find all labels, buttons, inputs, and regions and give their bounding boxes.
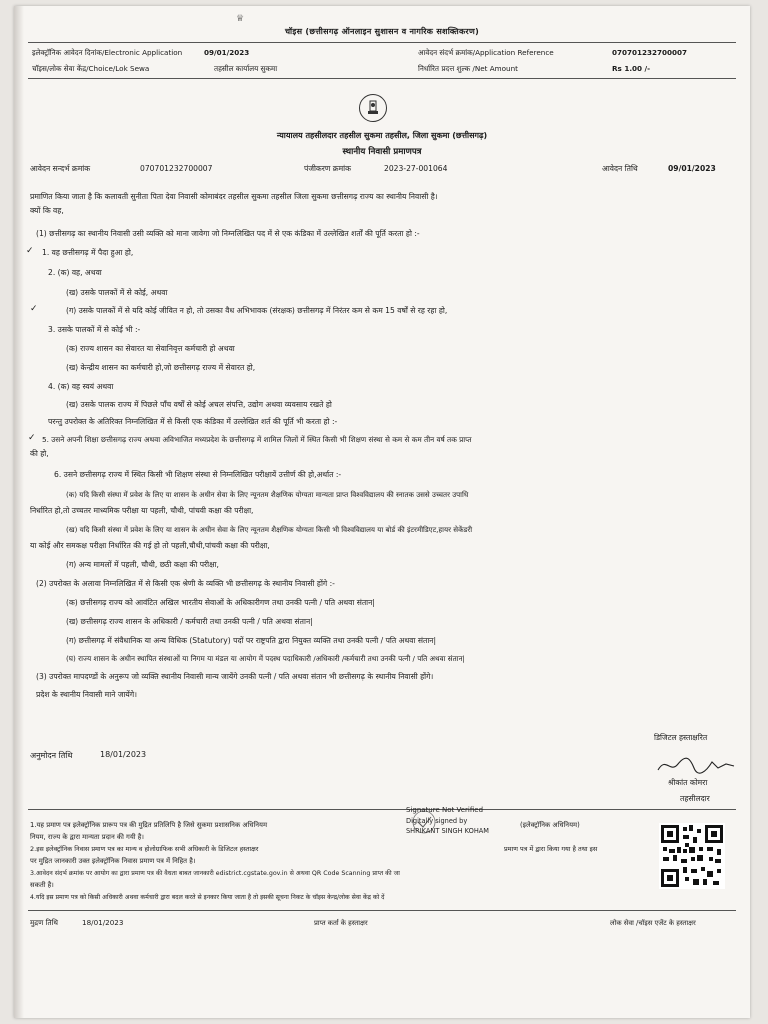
clause-2: (2) उपरोक्त के अलावा निम्नलिखित में से किसी एक श्रेणी के व्यक्ति भी छत्तीसगढ़ के स्थानीय निवासी होंगे :- <box>36 579 335 588</box>
clause-1-4b: परन्तु उपरोक्त के अतिरिक्त निम्नलिखित में से किसी एक कंडिका में उल्लेखित शर्त की पूर्ति भी करता हो :- <box>48 417 338 426</box>
clause-4: प्रदेश के स्थानीय निवासी माने जायेंगे। <box>36 690 137 699</box>
certificate-sheet <box>14 6 750 1018</box>
footer-divider <box>28 809 736 810</box>
clause-1-3a: (क) राज्य शासन का सेवारत या सेवानिवृत्त कर्मचारी हो अथवा <box>66 344 235 353</box>
clause-1-6: 6. उसने छत्तीसगढ़ राज्य में स्थित किसी भी शिक्षण संस्था से निम्नलिखित परीक्षायें उत्तीर्ण की हो,अर्थात :- <box>54 470 342 479</box>
note-1-cont: नियम, राज्य के द्वारा मान्यता प्रदान की गयी है। <box>30 833 144 841</box>
clause-1-5-cont: की हो, <box>30 449 49 458</box>
stamp-line-1: Signature Not Verified <box>406 806 484 814</box>
tick-mark-icon: ✓ <box>28 433 36 443</box>
amount-label: निर्धारित प्रदत्त शुल्क /Net Amount <box>418 64 518 73</box>
clause-1-6a-cont: निर्धारित हो,तो उच्चतर माध्यमिक परीक्षा या पहली, चौथी, पांचवी कक्षा की परीक्षा, <box>30 506 254 515</box>
date-label: आवेदन तिथि <box>602 164 638 173</box>
clause-1-6a: (क) यदि किसी संस्था में प्रवेश के लिए या शासन के अधीन सेवा के लिए न्यूनतम शैक्षणिक योग्यता मान्यता प्राप्त विश्वविद्यालय की स्नातक उससे उच्चतर उपाधि <box>66 490 469 499</box>
note-3: 3.आवेदन संदर्भ क्रमांक पर आयोग का द्वारा प्रमाण पत्र की वैधता बाबत जानकारी edistrict.cgstate.gov.in से अथवा QR Code Scanning प्राप्त की जा <box>30 870 400 877</box>
amount-value: Rs 1.00 /- <box>612 64 651 73</box>
print-date-label: मुद्रण तिथि <box>30 918 59 927</box>
clause-1-2a: (ख) उसके पालकों में से कोई, अथवा <box>66 288 168 297</box>
footer-divider-2 <box>28 910 736 911</box>
reg-label: पंजीकरण क्रमांक <box>304 164 351 173</box>
clause-1-4: 4. (क) वह स्वयं अथवा <box>48 382 114 391</box>
center-label: चॉइस/लोक सेवा केंद्र/Choice/Lok Sewa <box>32 64 150 73</box>
portal-title: चॉइस (छत्तीसगढ़ ऑनलाइन सुशासन व नागरिक सशक्तिकरण) <box>284 27 480 36</box>
center-value: तहसील कार्यालय सुकमा <box>214 64 278 73</box>
app-date-value: 09/01/2023 <box>204 48 250 57</box>
clause-1-3b: (ख) केन्द्रीय शासन का कर्मचारी हो,जो छत्तीसगढ़ राज्य में सेवारत हो, <box>66 363 256 372</box>
clause-2b: (ख) छत्तीसगढ़ राज्य शासन के अधिकारी / कर्मचारी तथा उनकी पत्नी / पति अथवा संतान| <box>66 617 313 626</box>
clause-2d: (घ) राज्य शासन के अधीन स्थापित संस्थाओं या निगम या मंडल या आयोग में पदस्थ पदाधिकारी /अधिकारी /कर्मचारी तथा उनकी पत्नी / पति अथवा संतान| <box>66 654 465 663</box>
header-divider-2 <box>28 78 736 79</box>
clause-1-6b-cont: या कोई और समकक्ष परीक्षा निर्धारित की गई हो तो पहली,चौथी,पांचवी कक्षा की परीक्षा, <box>30 541 270 550</box>
app-date-label: इलेक्ट्रॉनिक आवेदन दिनांक/Electronic Application <box>32 48 183 57</box>
clause-1-2: 2. (क) वह, अथवा <box>48 268 102 277</box>
officer-title: तहसीलदार <box>680 794 710 803</box>
officer-name: श्रीकांत कोमरा <box>668 778 708 787</box>
clause-1: (1) छत्तीसगढ़ का स्थानीय निवासी उसी व्यक्ति को माना जावेगा जो निम्नलिखित पद में से एक कंडिका में उल्लेखित शर्तों की पूर्ति करता हो :- <box>36 229 420 238</box>
paper-edge <box>14 6 24 1018</box>
stamp-line-2: Digitally signed by <box>406 817 468 825</box>
state-emblem-icon <box>359 94 387 122</box>
office-name: न्यायालय तहसीलदार तहसील सुकमा तहसील, जिला सुकमा (छत्तीसगढ़) <box>276 131 488 140</box>
signature-scribble <box>656 754 736 776</box>
note-2: 2.इस इलेक्ट्रॉनिक निवास प्रमाण पत्र का मान्य व होलोग्राफिक सभी अधिकारी के डिजिटल हस्ताक्षर <box>30 845 259 853</box>
intro-line-2: क्यों कि वह, <box>30 206 64 215</box>
approval-date-label: अनुमोदन तिथि <box>30 751 73 760</box>
clause-1-6c: (ग) अन्य मामलों में पहली, चौथी, छठी कक्षा की परीक्षा, <box>66 560 219 569</box>
qr-code[interactable] <box>659 823 725 889</box>
top-mark-icon: ♕ <box>236 14 245 24</box>
digital-sign-label: डिजिटल हस्ताक्षरित <box>654 733 708 742</box>
note-2-cont: पर मुद्रित जानकारी उक्त इलेक्ट्रॉनिक निवास प्रमाण पत्र में निहित है। <box>30 857 196 865</box>
note-1-tail: (इलेक्ट्रॉनिक अधिनियम) <box>520 821 580 829</box>
clause-1-5: 5. उसने अपनी शिक्षा छत्तीसगढ़ राज्य अथवा अविभाजित मध्यप्रदेश के छत्तीसगढ़ में शामिल जिलों में स्थित किसी भी शिक्षण संस्था से कम से कम तीन वर्ष तक प्राप्त <box>42 435 472 444</box>
ref-label: आवेदन सन्दर्भ क्रमांक <box>30 164 91 173</box>
ref-value: 070701232700007 <box>140 164 213 173</box>
clause-1-1: 1. वह छत्तीसगढ़ में पैदा हुआ हो, <box>42 248 134 257</box>
clause-2c: (ग) छत्तीसगढ़ में संवैधानिक या अन्य विधिक (Statutory) पदों पर राष्ट्रपति द्वारा नियुक्त व्यक्ति तथा उनकी पत्नी / पति अथवा संतान| <box>66 636 437 645</box>
note-2-tail: प्रमाण पत्र में द्वारा किया गया है तथा इस <box>504 845 598 853</box>
note-4: 4.यदि इस प्रमाण पत्र को किसी अधिकारी अथवा कर्मचारी द्वारा बदल करते से इनकार किया जाता है तो इसकी सूचना निकट के चॉइस केन्द्र/लोक सेवा केंद्र को दें <box>30 894 385 901</box>
app-ref-value: 070701232700007 <box>612 48 688 57</box>
stamp-line-3: SHRIKANT SINGH KOHAM <box>406 827 489 835</box>
clause-2a: (क) छत्तीसगढ़ राज्य को आवंटित अखिल भारतीय सेवाओं के अधिकारीगण तथा उनकी पत्नी / पति अथवा संतान| <box>66 598 375 607</box>
approval-date-value: 18/01/2023 <box>100 750 147 759</box>
note-3-cont: सकती है। <box>30 881 54 889</box>
tick-mark-icon: ✓ <box>26 246 34 256</box>
agent-sign-label: लोक सेवा /चॉइस एजेंट के हस्ताक्षर <box>610 919 696 927</box>
clause-1-3: 3. उसके पालकों में से कोई भी :- <box>48 325 141 334</box>
app-ref-label: आवेदन संदर्भ क्रमांक/Application Reference <box>418 48 554 57</box>
tick-mark-icon: ✓ <box>30 304 38 314</box>
note-1: 1.यह प्रमाण पत्र इलेक्ट्रॉनिक प्रारूप पत्र की मुद्रित प्रतिलिपि है जिसे सुकमा प्रशासनिक अधिनियम <box>30 821 268 829</box>
header-divider <box>28 42 736 43</box>
clause-1-4a: (ख) उसके पालक राज्य में पिछले पाँच वर्षों से कोई अचल संपत्ति, उद्योग अथवा व्यवसाय रखते हो <box>66 400 332 409</box>
clause-1-6b: (ख) यदि किसी संस्था में प्रवेश के लिए या शासन के अधीन सेवा के लिए न्यूनतम शैक्षणिक योग्यता किसी भी विश्वविद्यालय या बोर्ड की इंटरमीडिएट,हायर सेकेंडरी <box>66 525 473 534</box>
intro-line-1: प्रमाणित किया जाता है कि कलावती सुनीता पिता देवा निवासी कोमाबंदर तहसील सुकमा तहसील जिला सुकमा छत्तीसगढ़ राज्य का स्थानीय निवासी है। <box>30 192 438 201</box>
certificate-title: स्थानीय निवासी प्रमाणपत्र <box>342 147 422 157</box>
reg-value: 2023-27-001064 <box>384 164 448 173</box>
date-value: 09/01/2023 <box>668 164 716 173</box>
digital-signature-stamp <box>402 806 506 840</box>
print-date-value: 18/01/2023 <box>82 918 124 927</box>
clause-3: (3) उपरोक्त मापदण्डों के अनुरूप जो व्यक्ति स्थानीय निवासी मान्य जायेंगे उनकी पत्नी / पति अथवा संतान भी छत्तीसगढ़ के स्थानीय निवासी होंगे। <box>36 672 434 681</box>
applicant-sign-label: प्राप्त कर्ता के हस्ताक्षर <box>314 919 368 927</box>
clause-1-2b: (ग) उसके पालकों में से यदि कोई जीवित न हो, तो उसका वैध अभिभावक (संरक्षक) छत्तीसगढ़ में निरंतर कम से कम 15 वर्षों से रह रहा हो, <box>66 306 448 315</box>
